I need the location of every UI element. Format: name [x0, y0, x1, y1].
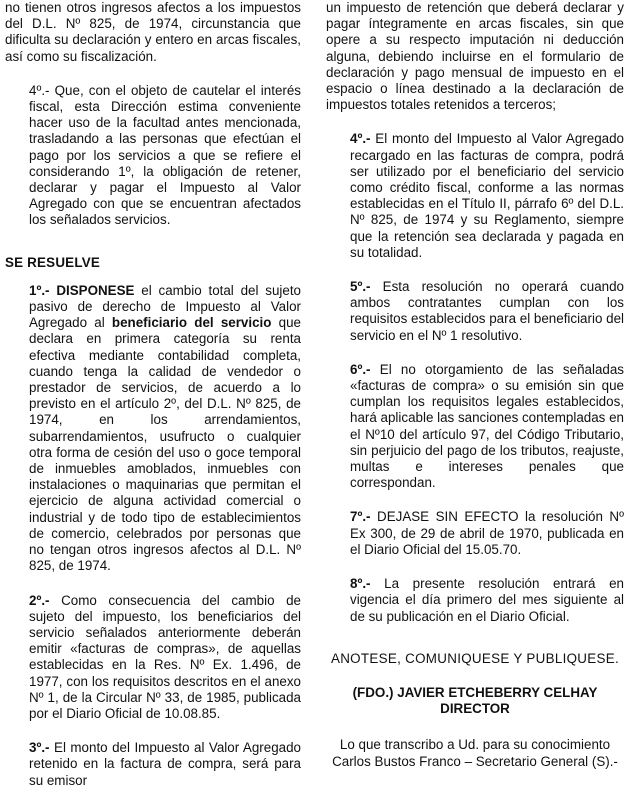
clause-number: 6º.- [350, 361, 371, 377]
section-heading: SE RESUELVE [5, 254, 100, 270]
clause-number: 4º.- [350, 131, 371, 147]
considerando-4 [5, 83, 301, 229]
clause-number: 4º.- [29, 82, 50, 98]
clause-text: el cambio total del sujeto pasivo de derecho de Impuesto al Valor Agregado al [29, 282, 301, 331]
clause-emphasis: beneficiario del servicio [111, 315, 272, 331]
right-column [326, 0, 624, 770]
clause-number: 1º.- [29, 282, 50, 298]
signer-name: (FDO.) JAVIER ETCHEBERRY CELHAY [352, 684, 598, 700]
resolutivo-6 [326, 362, 624, 492]
clause-number: 5º.- [350, 279, 371, 295]
clause-text: El no otorgamiento de las señaladas «facturas de compra» o su emisión sin que cumplan los requisitos legales establecidos, hará aplicable las sanciones contempladas en el Nº10 del artículo 97, del Código Tributario, sin perjuicio del pago de los tributos, reajuste, multas e intereses penales que correspondan. [350, 361, 624, 491]
resolutivo-8 [326, 576, 624, 625]
clause-text: Que, con el objeto de cautelar el interés fiscal, esta Dirección estima conveniente hacer uso de la facultad antes mencionada, trasladando a las personas que efectúan el pago por los servicios a que se refiere el considerando 1º, la obligación de retener, declarar y pagar el Impuesto al Valor Agregado con que se encuentran afectados los señalados servicios. [29, 82, 301, 228]
closing-formula: ANOTESE, COMUNIQUESE Y PUBLIQUESE. [330, 650, 619, 666]
paragraph-continuation: no tienen otros ingresos afectos a los impuestos del D.L. Nº 825, de 1974, circunstancia que dificulta su declaración y entero en arcas fiscales, así como su fiscalización. [5, 0, 301, 64]
clause-text: DEJASE SIN EFECTO la resolución Nº Ex 300, de 29 de abril de 1970, publicada en el Diario Oficial del 15.05.70. [350, 509, 624, 557]
resolutivo-4 [326, 131, 624, 261]
clause-text: La presente resolución entrará en vigencia el día primero del mes siguiente al de su publicación en el Diario Oficial. [350, 576, 624, 624]
resolutivo-5 [326, 279, 624, 344]
clause-number: 7º.- [350, 509, 371, 525]
clause-text: que declara en primera categoría su renta efectiva mediante contabilidad completa, cuando tenga la calidad de vendedor o prestador de servicios, de acuerdo a lo previsto en el artículo 2º, del D.L. Nº 825, de 1974, en los arrendamientos, subarrendamientos, usufructo o cualquier otra forma de cesión del uso o goce temporal de inmuebles amoblados, inmuebles con instalaciones o maquinarias que permitan el ejercicio de alguna actividad comercial o industrial y de todo tipo de establecimientos de comercio, celebrados por personas que no tengan otros ingresos afectos al D.L. Nº 825, de 1974. [29, 315, 301, 574]
clause-text: El monto del Impuesto al Valor Agregado retenido en la factura de compra, será para su emisor [29, 740, 301, 788]
transcription-line-2: Carlos Bustos Franco – Secretario General (S).- [332, 753, 618, 769]
resolutivo-1 [5, 283, 301, 575]
clause-text: El monto del Impuesto al Valor Agregado recargado en las facturas de compra, podrá ser utilizado por el beneficiario del servicio como crédito fiscal, conforme a las normas establecidas en el Título II, párrafo 6º del D.L. Nº 825, de 1974 y su Reglamento, siempre que la retención sea declarada y pagada en su totalidad. [350, 131, 624, 260]
resolutivo-3 [5, 740, 301, 789]
transcription-line-1: Lo que transcribo a Ud. para su conocimiento [339, 737, 611, 753]
clause-text: Como consecuencia del cambio de sujeto del impuesto, los beneficiarios del servicio señalados anteriormente deberán emitir «facturas de compras», de aquellas establecidas en la Res. Nº Ex. 1.496, de 1977, con los requisitos descritos en el anexo Nº 1, de la Circular Nº 33, de 1985, publicada por el Diario Oficial de 10.08.85. [29, 592, 301, 721]
resolutivo-7 [326, 509, 624, 558]
clause-keyword: DISPONESE [49, 282, 135, 298]
clause-text: Esta resolución no operará cuando ambos contratantes cumplan con los requisitos establecidos para el beneficiario del servicio en el Nº 1 resolutivo. [350, 279, 624, 343]
resolutivo-2 [5, 593, 301, 723]
signer-title: DIRECTOR [440, 701, 510, 717]
clause-number: 3º.- [29, 740, 50, 756]
left-column [5, 0, 301, 789]
clause-number: 2º.- [29, 592, 50, 608]
clause-number: 8º.- [350, 576, 371, 592]
paragraph-continuation: un impuesto de retención que deberá declarar y pagar íntegramente en arcas fiscales, sin que opere a su respecto imputación ni deducción alguna, debiendo incluirse en el formulario de declaración y pago mensual de impuesto en el espacio o línea destinado a la declaración de impuestos totales retenidos a terceros; [326, 0, 624, 113]
